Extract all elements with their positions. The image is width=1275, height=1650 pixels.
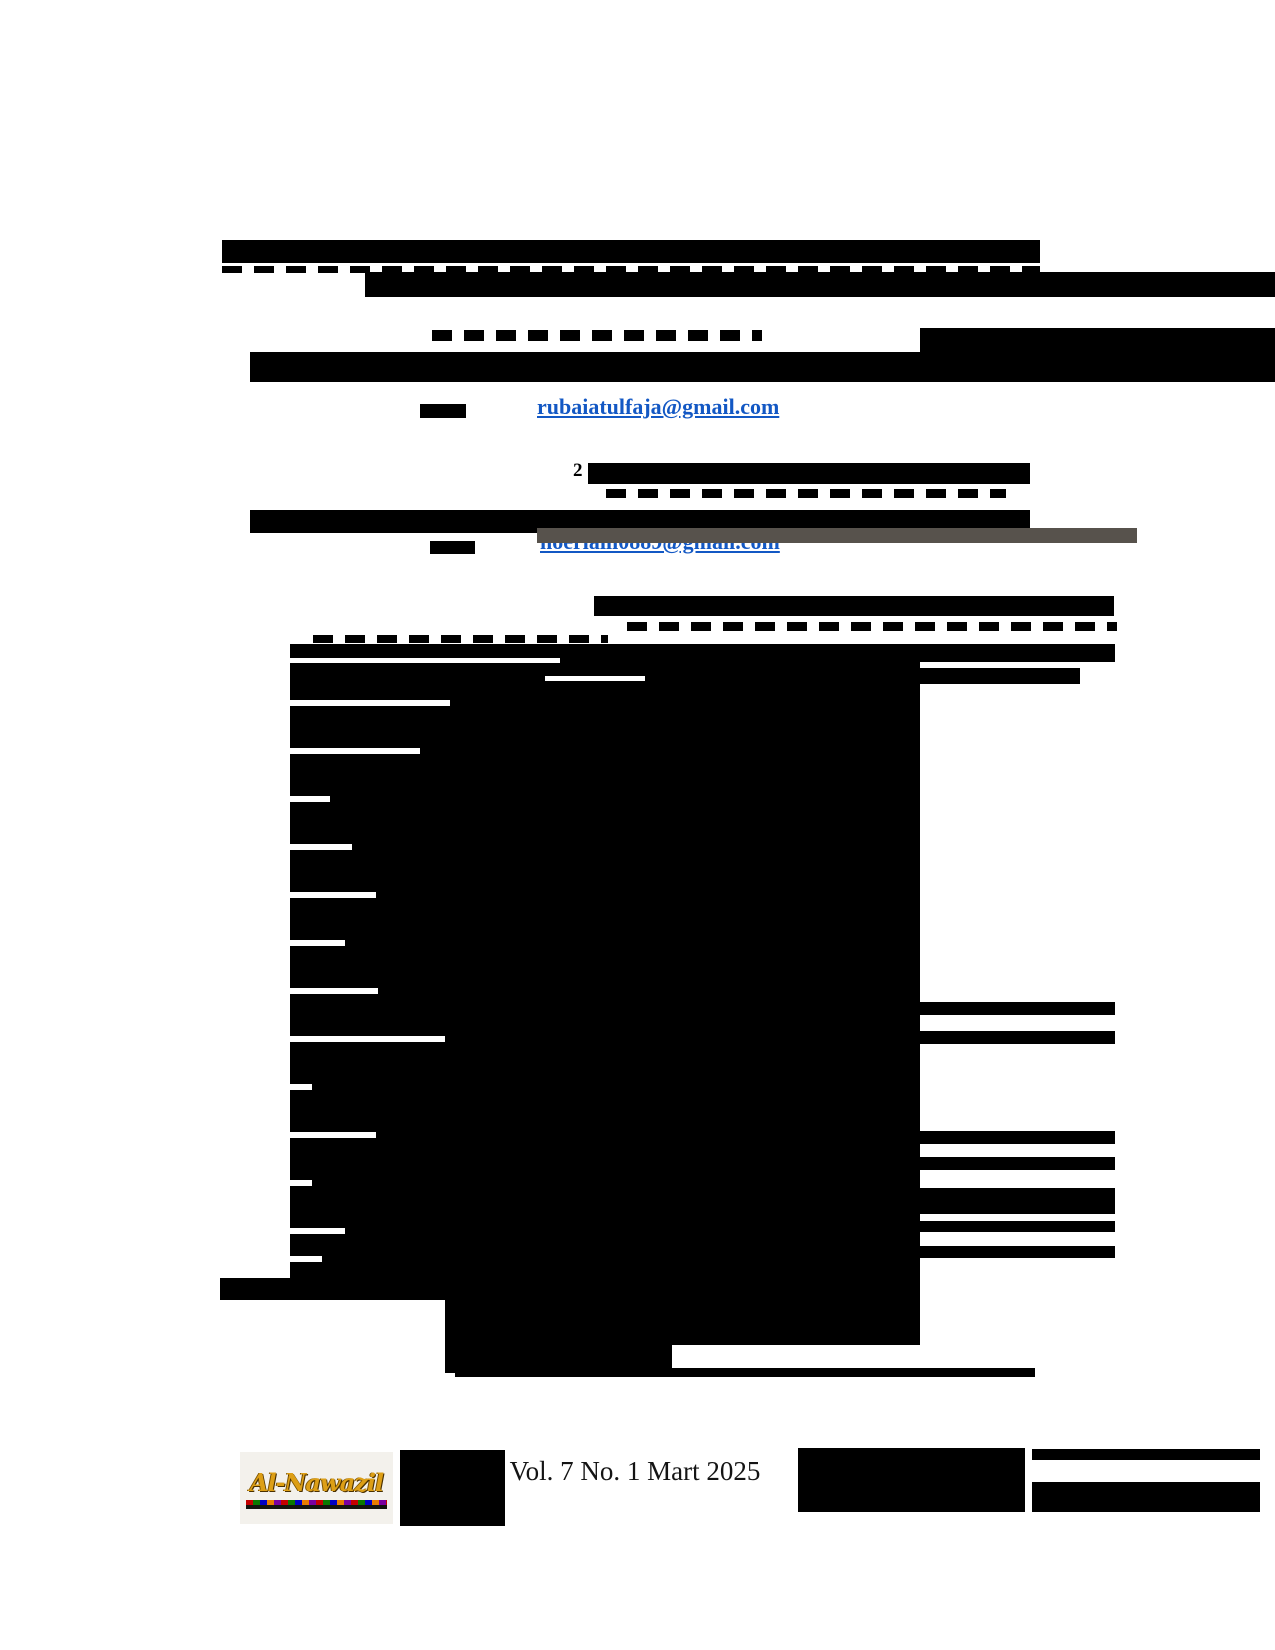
redaction-box: [400, 1450, 505, 1526]
redaction-gap: [290, 844, 352, 850]
redaction-box: [920, 1157, 1115, 1170]
redaction-box: [920, 644, 1115, 662]
redaction-box: [432, 330, 762, 341]
redaction-box: [627, 622, 1117, 631]
redaction-box: [920, 1031, 1115, 1044]
redaction-gap: [290, 748, 420, 754]
redaction-box: [920, 328, 1275, 352]
redaction-box: [220, 1278, 290, 1300]
redaction-gap: [545, 676, 645, 681]
redaction-box: [920, 1221, 1115, 1232]
redaction-gap: [290, 988, 378, 994]
journal-logo-stripe: [246, 1500, 387, 1505]
redaction-gap: [290, 1036, 445, 1042]
redaction-box: [798, 1448, 1025, 1512]
redaction-gap: [290, 796, 330, 802]
redaction-box: [365, 272, 1275, 297]
redaction-gap: [290, 1256, 322, 1262]
redaction-gap: [290, 658, 560, 663]
redaction-gap: [290, 1228, 345, 1234]
journal-logo: [240, 1452, 393, 1524]
redaction-gap: [290, 892, 376, 898]
redaction-box: [455, 1368, 1035, 1377]
redaction-box: [430, 541, 475, 554]
redaction-box: [222, 240, 1040, 263]
redaction-box: [1032, 1449, 1260, 1460]
redaction-box: [588, 463, 1030, 484]
redaction-box: [445, 1300, 920, 1345]
redaction-box: [920, 1131, 1115, 1144]
redaction-box: [920, 1002, 1115, 1015]
author1-email-link[interactable]: rubaiatulfaja@gmail.com: [537, 394, 780, 419]
redaction-box: [313, 635, 608, 643]
redaction-gap: [290, 1180, 312, 1186]
redaction-gap: [290, 940, 345, 946]
redaction-box: [920, 1188, 1115, 1214]
journal-logo-text: Al-Nawazil: [249, 1467, 384, 1497]
redaction-box: [1032, 1482, 1260, 1512]
journal-logo-base: [246, 1505, 387, 1509]
redaction-box: [594, 596, 1114, 616]
author2-superscript: 2: [573, 460, 583, 481]
volume-issue-text: Vol. 7 No. 1 Mart 2025: [509, 1456, 761, 1486]
redaction-box: [420, 404, 466, 418]
redaction-box: [250, 352, 1275, 382]
redaction-box: [290, 644, 920, 1300]
redaction-gap: [290, 1132, 376, 1138]
redaction-box: [920, 668, 1080, 684]
redaction-box: [537, 528, 1137, 543]
redaction-gap: [290, 1084, 312, 1090]
redaction-box: [606, 489, 1006, 498]
redaction-box: [920, 1246, 1115, 1258]
redaction-gap: [290, 700, 450, 706]
